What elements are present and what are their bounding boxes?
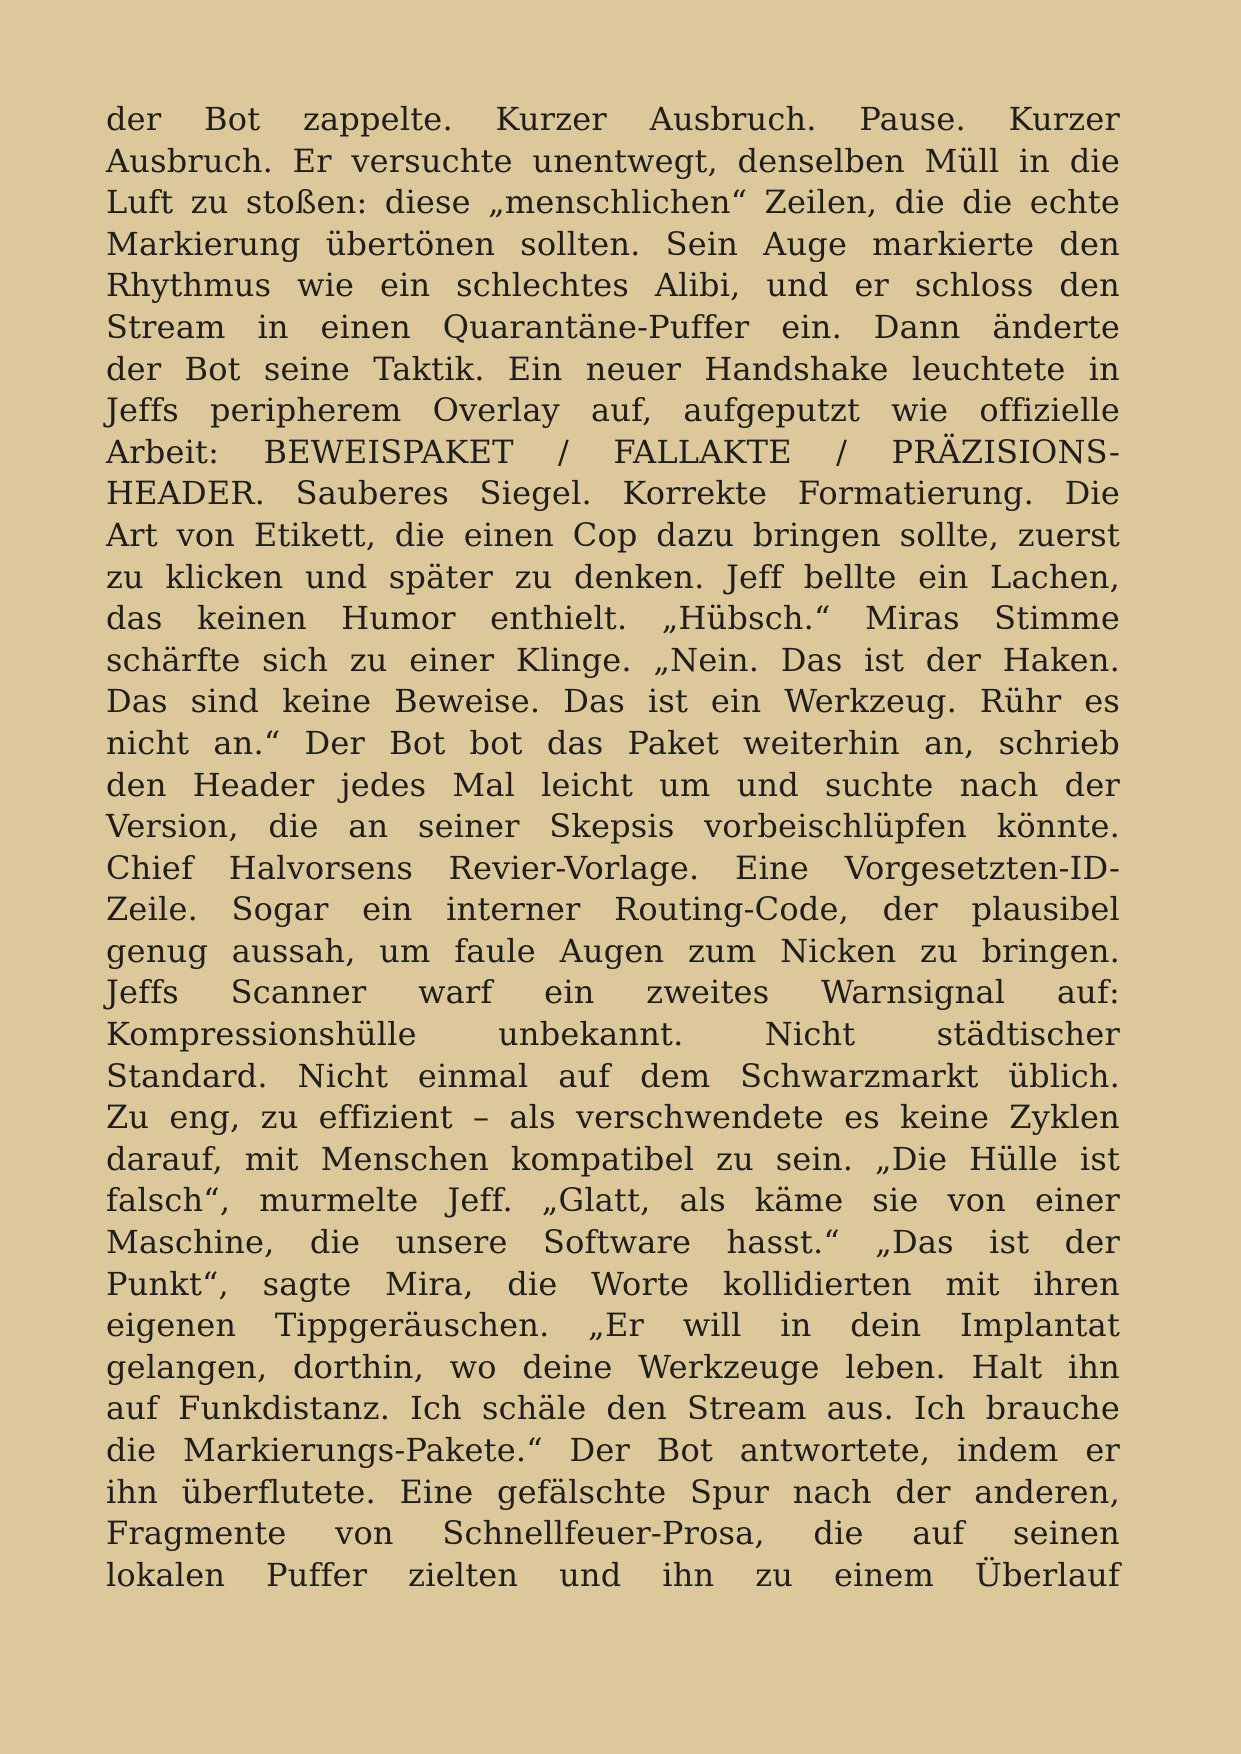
text-line: die Markierungs-Pakete.“ Der Bot antwortete, indem er [106,1431,1120,1469]
text-line: Jeffs Scanner warf ein zweites Warnsignal auf: [106,973,1120,1012]
text-line: ihn überflutete. Eine gefälschte Spur nach der anderen, [106,1472,1120,1511]
text-line: nicht an.“ Der Bot bot das Paket weiterhin an, schrieb [106,723,1120,762]
text-line: Maschine, die unsere Software hasst.“ „Das ist der [106,1223,1120,1262]
text-line: Ausbruch. Er versuchte unentwegt, denselben Müll in die [106,141,1120,180]
text-line: Zu eng, zu effizient – als verschwendete es keine Zyklen [106,1098,1120,1137]
text-line: Standard. Nicht einmal auf dem Schwarzmarkt üblich. [106,1056,1120,1095]
text-line: Luft zu stoßen: diese „menschlichen“ Zeilen, die die echte [106,183,1120,222]
text-line: Art von Etikett, die einen Cop dazu bringen sollte, zuerst [106,515,1120,554]
text-line: den Header jedes Mal leicht um und suchte nach der [106,765,1120,804]
text-line: schärfte sich zu einer Klinge. „Nein. Das ist der Haken. [106,640,1120,679]
text-line: genug aussah, um faule Augen zum Nicken zu bringen. [106,931,1120,970]
text-line: Version, die an seiner Skepsis vorbeischlüpfen könnte. [106,807,1120,846]
text-line: Punkt“, sagte Mira, die Worte kollidierten mit ihren [106,1264,1120,1303]
text-line: falsch“, murmelte Jeff. „Glatt, als käme sie von einer [106,1181,1120,1220]
text-line: das keinen Humor enthielt. „Hübsch.“ Miras Stimme [106,599,1120,638]
text-line: der Bot zappelte. Kurzer Ausbruch. Pause. Kurzer [106,100,1120,138]
text-line: eigenen Tippgeräuschen. „Er will in dein Implantat [106,1306,1120,1345]
text-line: zu klicken und später zu denken. Jeff bellte ein Lachen, [106,557,1120,596]
text-line: Markierung übertönen sollten. Sein Auge markierte den [106,224,1120,263]
text-line: Kompressionshülle unbekannt. Nicht städtischer [106,1015,1120,1054]
text-line: Das sind keine Beweise. Das ist ein Werkzeug. Rühr es [106,682,1120,721]
text-line: Zeile. Sogar ein interner Routing-Code, der plausibel [106,890,1120,929]
text-line: darauf, mit Menschen kompatibel zu sein. „Die Hülle ist [106,1139,1120,1178]
text-line: lokalen Puffer zielten und ihn zu einem Überlauf [106,1555,1120,1594]
text-line: HEADER. Sauberes Siegel. Korrekte Formatierung. Die [106,474,1120,513]
text-line: Arbeit: BEWEISPAKET / FALLAKTE / PRÄZISIONS- [106,432,1120,471]
text-line: gelangen, dorthin, wo deine Werkzeuge leben. Halt ihn [106,1347,1120,1386]
text-line: Rhythmus wie ein schlechtes Alibi, und er schloss den [106,266,1120,305]
page-text [106,99,1120,1596]
text-line: Fragmente von Schnellfeuer-Prosa, die auf seinen [106,1514,1120,1553]
text-line: der Bot seine Taktik. Ein neuer Handshake leuchtete in [106,349,1120,388]
text-line: auf Funkdistanz. Ich schäle den Stream aus. Ich brauche [106,1389,1120,1428]
text-line: Stream in einen Quarantäne-Puffer ein. Dann änderte [106,307,1120,346]
text-line: Chief Halvorsens Revier-Vorlage. Eine Vorgesetzten-ID- [106,848,1120,887]
text-line: Jeffs peripherem Overlay auf, aufgeputzt wie offizielle [106,391,1120,430]
